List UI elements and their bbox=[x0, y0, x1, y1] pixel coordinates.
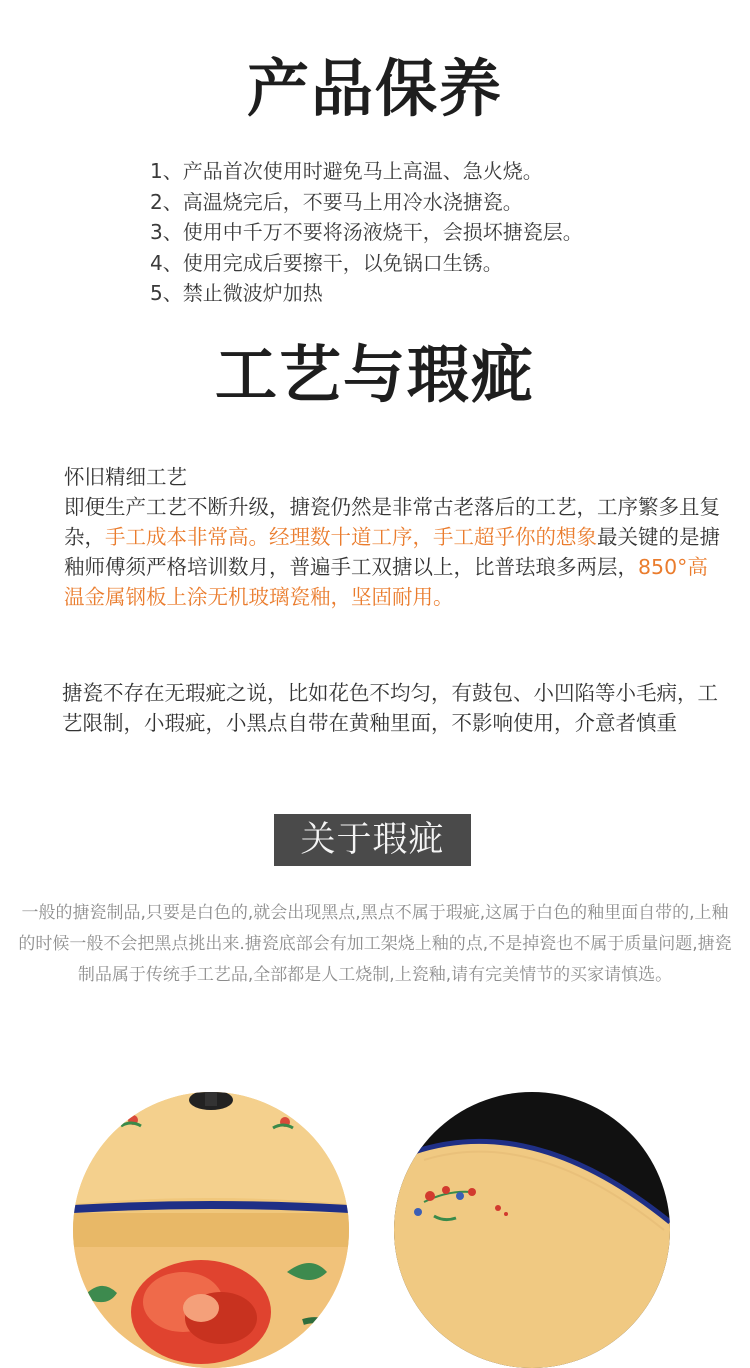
flaw-badge: 关于瑕疵 bbox=[274, 814, 471, 866]
craft-paragraph bbox=[64, 462, 728, 612]
care-item: 4、使用完成后要擦干，以免锅口生锈。 bbox=[150, 250, 503, 275]
craft-title: 工艺与瑕疵 bbox=[214, 338, 535, 411]
craft-text: 最关键的是搪釉师傅须严格培训数月，普遍手工双搪以上，比普珐琅多两层， bbox=[64, 525, 720, 579]
flaw-paragraph: 搪瓷不存在无瑕疵之说，比如花色不均匀，有鼓包、小凹陷等小毛病，工艺限制，小瑕疵，小黑点自带在黄釉里面，不影响使用，介意者慎重 bbox=[62, 681, 718, 735]
enamel-plate-closeup-icon bbox=[394, 1092, 670, 1368]
care-item: 3、使用中千万不要将汤液烧干，会损坏搪瓷层。 bbox=[150, 220, 583, 244]
flaw-note: 一般的搪瓷制品,只要是白色的,就会出现黑点,黑点不属于瑕疵,这属于白色的釉里面自带的,上釉的时候一般不会把黑点挑出来.搪瓷底部会有加工架烧上釉的点,不是掉瓷也不属于质量问题,搪瓷制品属于传统手工艺品,全部都是人工烧制,上瓷釉,请有完美情节的买家请慎选。 bbox=[18, 903, 732, 985]
care-item: 2、高温烧完后，不要马上用冷水浇搪瓷。 bbox=[150, 189, 523, 214]
enamel-pot-closeup-icon bbox=[73, 1092, 349, 1368]
care-title: 产品保养 bbox=[246, 52, 503, 125]
craft-text: 即便生产工艺不断升级，搪瓷仍然是非常古老落后的工艺，工序繁多且复杂， bbox=[64, 495, 720, 549]
care-item: 5、禁止微波炉加热 bbox=[150, 281, 323, 305]
craft-highlight: 手工成本非常高。经理数十道工序，手工超乎你的想象 bbox=[105, 525, 597, 549]
care-item: 1、产品首次使用时避免马上高温、急火烧。 bbox=[150, 159, 543, 183]
craft-highlight: 850°高温金属钢板上涂无机玻璃瓷釉，坚固耐用。 bbox=[64, 555, 708, 609]
care-list bbox=[150, 156, 583, 309]
craft-heading: 怀旧精细工艺 bbox=[64, 465, 187, 489]
